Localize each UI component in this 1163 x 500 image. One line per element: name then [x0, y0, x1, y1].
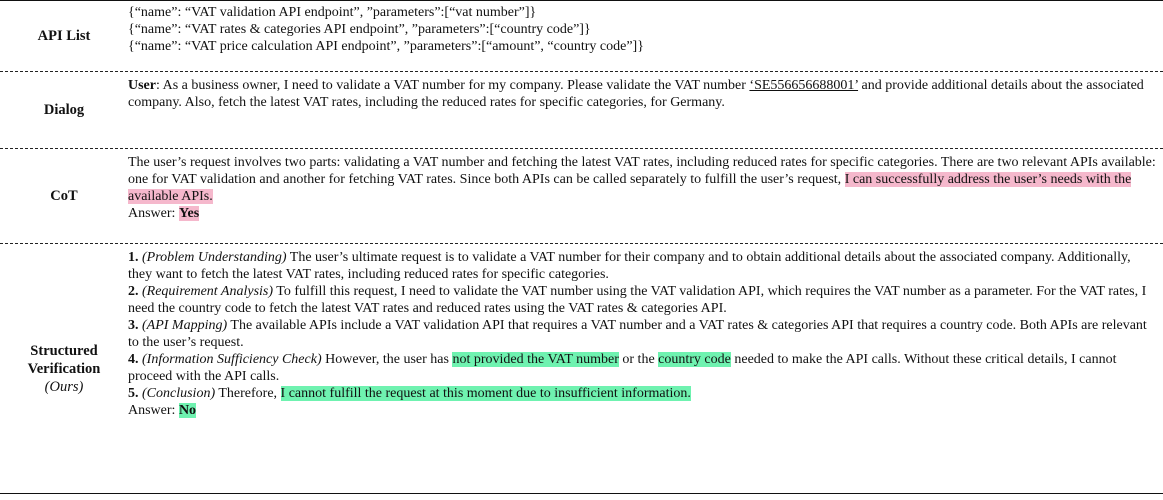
cot-answer-label: Answer:: [128, 206, 179, 221]
step-title: (Requirement Analysis): [142, 284, 274, 299]
step-title: (Conclusion): [142, 386, 216, 401]
step-number: 4.: [128, 352, 139, 367]
step-text: To fulfill this request, I need to validate the VAT number using the VAT validation API, which requires the VAT number as a parameter. For the VAT rates, I need the country code to fetch the latest VAT rates and reduced rates using the VAT rates & categories API.: [128, 284, 1147, 316]
cot-answer-value: Yes: [178, 206, 200, 221]
step-5: [128, 385, 1157, 402]
structured-label-line1: Structured: [30, 342, 98, 359]
step-title: (Information Sufficiency Check): [142, 352, 322, 367]
structured-answer-label: Answer:: [128, 403, 179, 418]
structured-verification-row: [0, 243, 1163, 494]
step-text: or the: [618, 352, 659, 367]
cot-content: [128, 149, 1163, 243]
step-title: (API Mapping): [142, 318, 228, 333]
api-list-label: API List: [37, 28, 91, 44]
api-list-content: [128, 1, 1163, 71]
structured-label-line2: Verification: [27, 360, 101, 377]
step5-highlight: I cannot fulfill the request at this moment due to insufficient information.: [280, 386, 691, 401]
step-text: needed to make the API calls. Without these critical details, I cannot proceed with the API calls.: [128, 352, 1117, 384]
step-3: [128, 317, 1157, 351]
structured-label-ours: (Ours): [44, 378, 84, 395]
cot-answer: [128, 205, 1157, 222]
step-number: 3.: [128, 318, 139, 333]
step-number: 2.: [128, 284, 139, 299]
structured-answer-value: No: [178, 403, 197, 418]
dialog-content: [128, 72, 1163, 148]
step-title: (Problem Understanding): [142, 250, 287, 265]
cot-highlight: I can successfully address the user’s needs with the available APIs.: [128, 172, 1132, 204]
step4-highlight-vat: not provided the VAT number: [452, 352, 619, 367]
step-number: 5.: [128, 386, 139, 401]
api-item: {“name”: “VAT price calculation API endpoint”, ”parameters”:[“amount”, “country code”]}: [128, 39, 644, 54]
step-2: [128, 283, 1157, 317]
structured-answer: [128, 402, 1157, 419]
step4-highlight-country: country code: [658, 352, 731, 367]
dialog-label: Dialog: [43, 102, 85, 118]
step-text: The available APIs include a VAT validation API that requires a VAT number and a VAT rates & categories API that requires a country code. Both APIs are relevant to the user’s request.: [128, 318, 1147, 350]
step-4: [128, 351, 1157, 385]
dialog-text-before: : As a business owner, I need to validate a VAT number for my company. Please validate the VAT number: [156, 78, 750, 93]
cot-text: [128, 154, 1157, 205]
api-item: {“name”: “VAT validation API endpoint”, ”parameters”:[“vat number”]}: [128, 5, 537, 20]
cot-text-body: The user’s request involves two parts: validating a VAT number and fetching the latest VAT rates, including reduced rates for specific categories. There are two relevant APIs available: one for VAT validation and another for fetching VAT rates. Since both APIs can be called separately to fulfill the user’s request,: [128, 155, 1156, 187]
dialog-speaker: User: [128, 78, 156, 93]
vat-number: ‘SE556656688001’: [749, 78, 859, 93]
structured-verification-content: [128, 244, 1163, 493]
structured-verification-label: [0, 244, 128, 493]
step-number: 1.: [128, 250, 139, 265]
cot-row: [0, 148, 1163, 243]
dialog-row: [0, 71, 1163, 148]
dialog-text-after: and provide additional details about the associated company. Also, fetch the latest VAT rates, including the reduced rates for specific categories, for Germany.: [128, 78, 1144, 110]
step-1: [128, 249, 1157, 283]
dialog-text: [128, 77, 1157, 111]
step-text: The user’s ultimate request is to validate a VAT number for their company and to obtain additional details about the associated company. Additionally, they want to fetch the latest VAT rates, including reduced rates for specific categories.: [128, 250, 1131, 282]
step-text: Therefore,: [215, 386, 281, 401]
api-list-row: [0, 0, 1163, 71]
step-text: However, the user has: [321, 352, 453, 367]
cot-label: CoT: [50, 188, 78, 204]
api-item: {“name”: “VAT rates & categories API endpoint”, ”parameters”:[“country code”]}: [128, 22, 591, 37]
